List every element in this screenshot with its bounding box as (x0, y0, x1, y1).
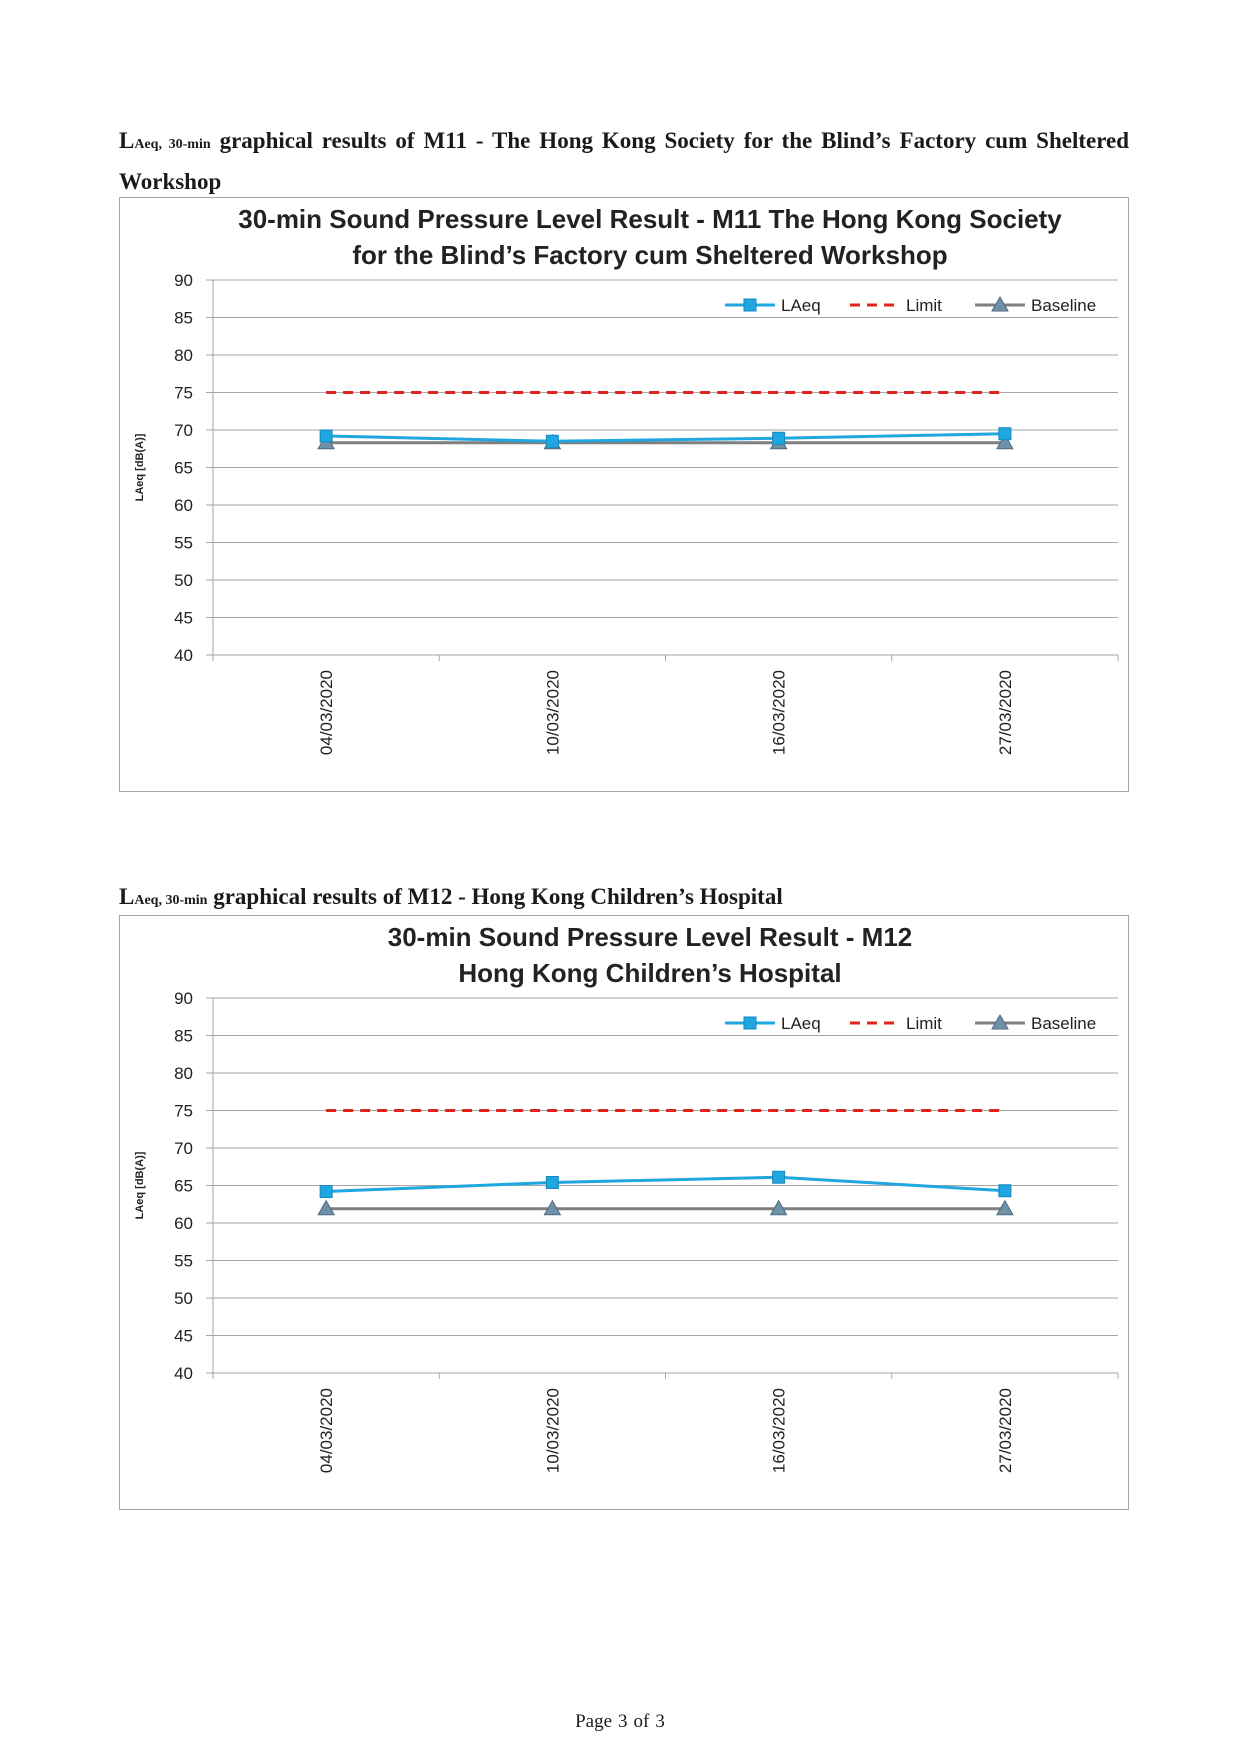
series-baseline (318, 1201, 1013, 1215)
page-footer (0, 1711, 1240, 1733)
section-heading-m11 (119, 122, 1129, 200)
footer-page-word: Page (575, 1711, 613, 1732)
heading-text: graphical results of M11 - The Hong Kong Society for the Blind’s Factory cum Sheltered Workshop (119, 128, 1129, 194)
x-tick-label: 10/03/2020 (543, 670, 563, 756)
legend-label: Limit (906, 1014, 942, 1033)
y-tick-label: 55 (174, 1251, 193, 1271)
heading-symbol: L (119, 128, 135, 153)
chart-title-line: 30-min Sound Pressure Level Result - M11 The Hong Kong Society (238, 204, 1062, 234)
data-point (546, 435, 558, 447)
legend-marker (744, 299, 756, 311)
y-tick-label: 40 (174, 1364, 193, 1383)
y-tick-label: 40 (174, 646, 193, 665)
legend-label: Baseline (1031, 1014, 1097, 1033)
x-tick-label: 04/03/2020 (317, 670, 337, 756)
y-tick-label: 45 (174, 608, 193, 628)
chart-m12-svg (120, 916, 1128, 1509)
y-tick-label: 85 (174, 308, 193, 328)
footer-of-word: of (633, 1711, 650, 1732)
chart-m12 (119, 915, 1129, 1510)
chart-m11-svg (120, 198, 1128, 791)
heading-subscript: Aeq, 30-min (134, 137, 211, 152)
legend (725, 1014, 1096, 1033)
y-tick-label: 70 (174, 1139, 193, 1158)
y-tick-label: 60 (174, 496, 193, 515)
y-tick-label: 80 (174, 1064, 193, 1083)
x-tick-label: 27/03/2020 (995, 670, 1015, 756)
y-tick-label: 55 (174, 533, 193, 553)
y-tick-label: 85 (174, 1026, 193, 1046)
data-point (773, 1171, 785, 1183)
y-tick-label: 50 (174, 1289, 193, 1308)
series-laeq (320, 1171, 1011, 1197)
chart-m11 (119, 197, 1129, 792)
y-tick-label: 45 (174, 1326, 193, 1346)
heading-text: graphical results of M12 - Hong Kong Children’s Hospital (207, 884, 783, 909)
y-tick-label: 80 (174, 346, 193, 365)
data-point (320, 430, 332, 442)
section-heading-m12 (119, 878, 1129, 919)
x-tick-label: 04/03/2020 (317, 1388, 337, 1474)
series-line-laeq (326, 434, 1005, 442)
y-tick-label: 75 (174, 1101, 193, 1121)
legend-label: LAeq (781, 1014, 821, 1033)
data-point (999, 1185, 1011, 1197)
x-tick-label: 16/03/2020 (769, 1388, 789, 1474)
chart-title-line: 30-min Sound Pressure Level Result - M12 (387, 922, 913, 952)
y-tick-label: 90 (174, 271, 193, 290)
chart-title-line: Hong Kong Children’s Hospital (458, 958, 842, 988)
legend-label: LAeq (781, 296, 821, 315)
data-point (320, 1186, 332, 1198)
x-tick-label: 10/03/2020 (543, 1388, 563, 1474)
y-tick-label: 65 (174, 1176, 193, 1196)
y-tick-label: 70 (174, 421, 193, 440)
y-tick-label: 65 (174, 458, 193, 478)
data-point (773, 432, 785, 444)
data-point (999, 428, 1011, 440)
y-tick-label: 75 (174, 383, 193, 403)
legend-label: Baseline (1031, 296, 1097, 315)
legend (725, 296, 1096, 315)
series-line-laeq (326, 1177, 1005, 1191)
y-tick-label: 90 (174, 989, 193, 1008)
x-tick-label: 16/03/2020 (769, 670, 789, 756)
y-tick-label: 60 (174, 1214, 193, 1233)
legend-marker (744, 1017, 756, 1029)
heading-subscript: Aeq, 30-min (134, 893, 208, 908)
chart-title-line: for the Blind’s Factory cum Sheltered Workshop (352, 240, 948, 270)
y-axis-title: LAeq [dB(A)] (134, 1151, 146, 1220)
x-tick-label: 27/03/2020 (995, 1388, 1015, 1474)
y-tick-label: 50 (174, 571, 193, 590)
footer-page-number: 3 (618, 1711, 628, 1732)
heading-symbol: L (119, 884, 135, 909)
series-laeq (320, 428, 1011, 448)
data-point (546, 1177, 558, 1189)
legend-label: Limit (906, 296, 942, 315)
y-axis-title: LAeq [dB(A)] (134, 433, 146, 502)
footer-page-total: 3 (655, 1711, 665, 1732)
